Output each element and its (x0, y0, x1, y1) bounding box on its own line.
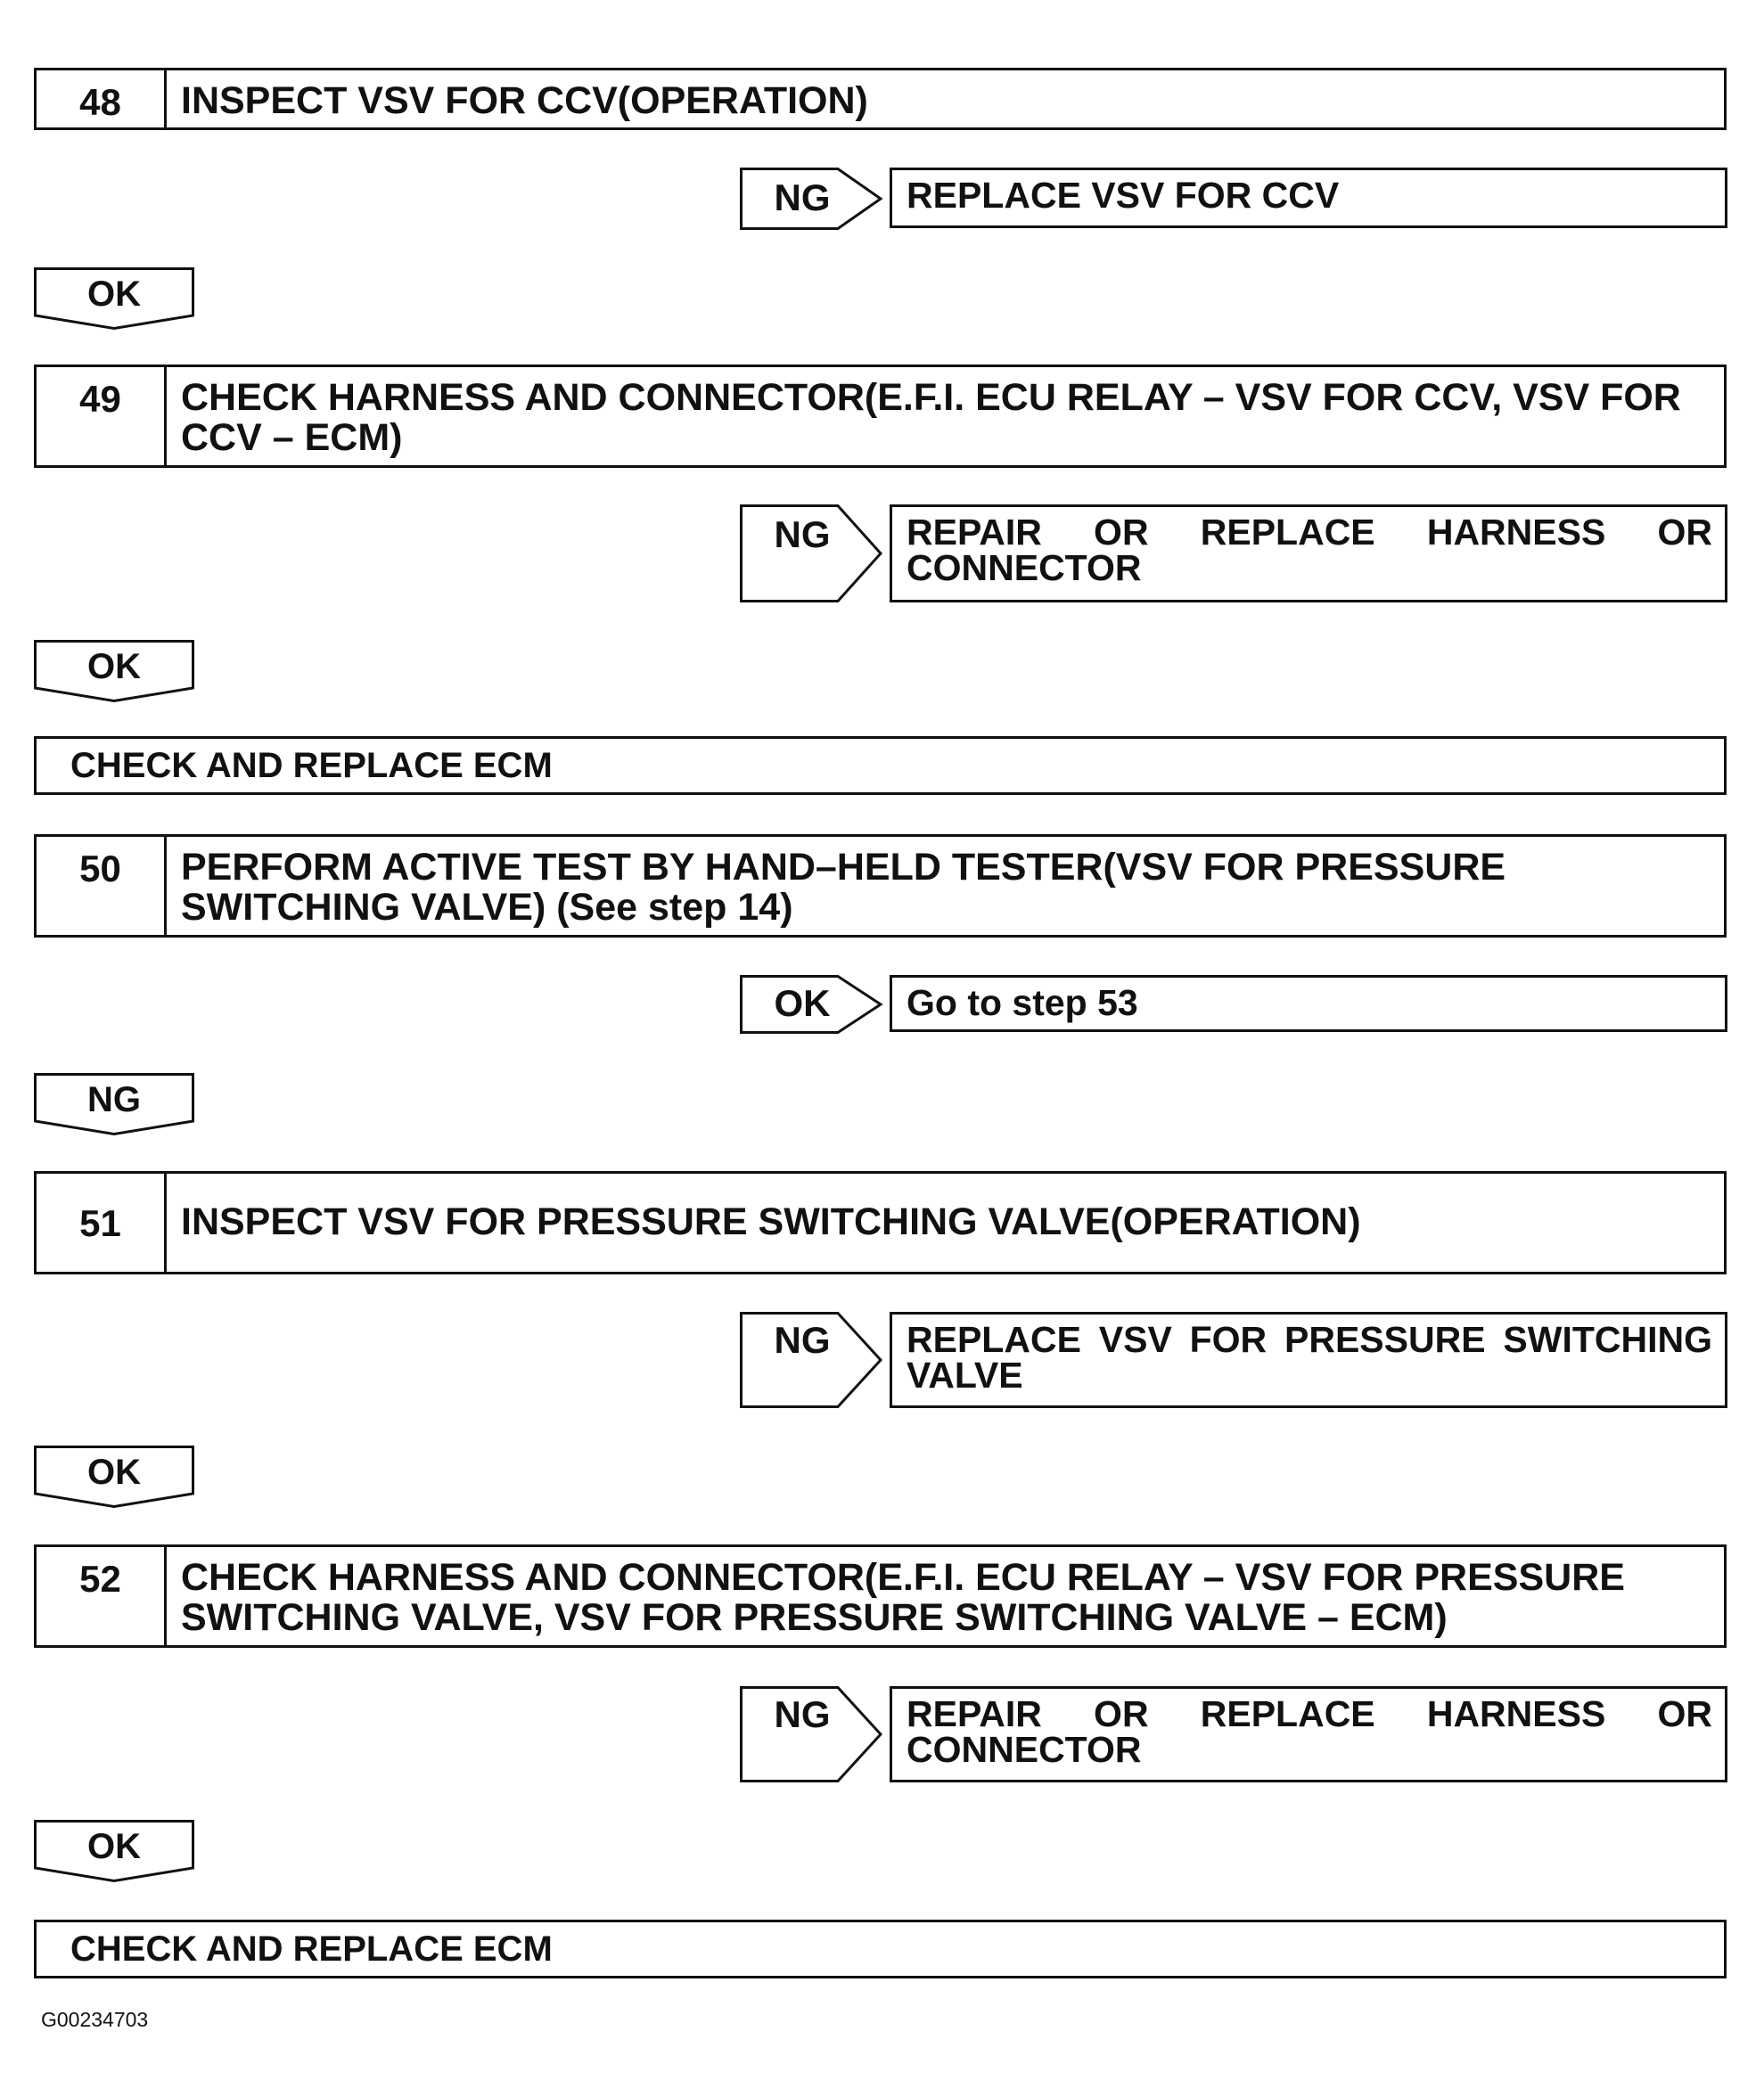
result-box: REPAIR OR REPLACE HARNESS OR CONNECTOR (890, 504, 1727, 602)
continue-label-ng: NG (87, 1080, 141, 1119)
step-description: PERFORM ACTIVE TEST BY HAND–HELD TESTER(VSV FOR PRESSURE SWITCHING VALVE) (See step 14) (181, 846, 1506, 929)
step-number: 51 (37, 1174, 167, 1272)
step-number: 52 (37, 1547, 167, 1645)
final-action-box: CHECK AND REPLACE ECM (34, 1920, 1727, 1978)
continue-label-ok: OK (87, 1827, 141, 1866)
step-number: 49 (37, 367, 167, 465)
step-52-box (34, 1544, 1727, 1648)
step-49-box (34, 365, 1727, 468)
result-box: Go to step 53 (890, 975, 1727, 1032)
step-description: CHECK HARNESS AND CONNECTOR(E.F.I. ECU RELAY – VSV FOR CCV, VSV FOR CCV – ECM) (181, 376, 1681, 459)
step-48-box (34, 68, 1727, 130)
result-box: REPLACE VSV FOR CCV (890, 168, 1727, 228)
continue-label-ok: OK (87, 647, 141, 686)
figure-id: G00234703 (41, 2008, 149, 2031)
continue-label-ok: OK (87, 274, 141, 314)
result-box: REPAIR OR REPLACE HARNESS OR CONNECTOR (890, 1686, 1727, 1782)
branch-label-ng: NG (774, 513, 831, 555)
step-description: INSPECT VSV FOR PRESSURE SWITCHING VALVE(OPERATION) (181, 1200, 1361, 1243)
branch-label-ng: NG (774, 176, 831, 218)
step-51-box (34, 1171, 1727, 1274)
step-50-box (34, 834, 1727, 938)
result-box: REPLACE VSV FOR PRESSURE SWITCHING VALVE (890, 1312, 1727, 1408)
branch-label-ng: NG (774, 1319, 831, 1361)
final-action-box: CHECK AND REPLACE ECM (34, 736, 1727, 795)
step-description: INSPECT VSV FOR CCV(OPERATION) (181, 79, 868, 122)
step-description: CHECK HARNESS AND CONNECTOR(E.F.I. ECU RELAY – VSV FOR PRESSURE SWITCHING VALVE, VSV FOR PRESSURE SWITCHING VALVE – ECM) (181, 1556, 1625, 1639)
branch-label-ng: NG (774, 1693, 831, 1735)
branch-label-ok: OK (774, 982, 831, 1024)
continue-label-ok: OK (87, 1453, 141, 1492)
step-number: 50 (37, 837, 167, 935)
step-number: 48 (37, 70, 167, 127)
